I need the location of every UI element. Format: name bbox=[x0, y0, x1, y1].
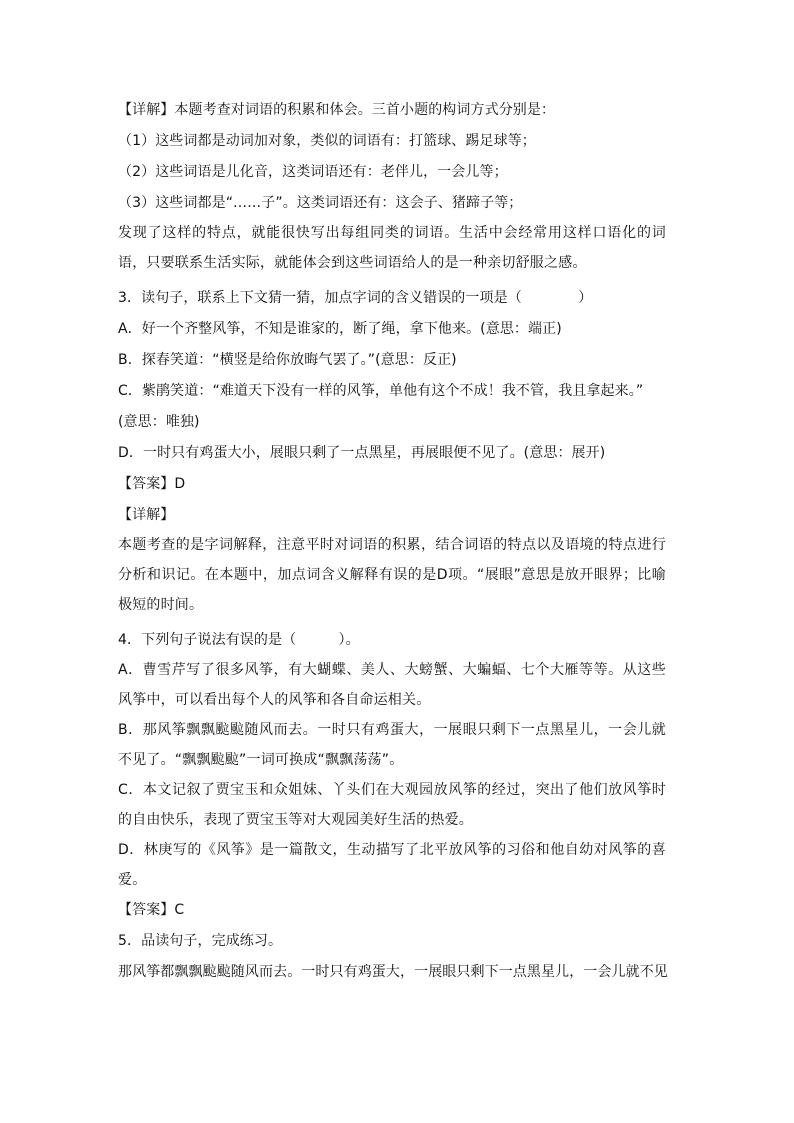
question-5-stem: 5．品读句子，完成练习。 bbox=[118, 933, 283, 949]
question-3-option-c-meaning: (意思：唯独) bbox=[118, 414, 200, 430]
explanation-item-2: （2）这些词语是儿化音，这类词语还有：老伴儿，一会儿等； bbox=[118, 164, 508, 180]
explanation-item-1: （1）这些词都是动词加对象，类似的词语有：打篮球、踢足球等； bbox=[118, 133, 536, 149]
explanation-item-3: （3）这些词都是“……子”。这类词语还有：这会子、猪蹄子等； bbox=[118, 195, 523, 211]
question-3-option-d: D．一时只有鸡蛋大小，展眼只剩了一点黑星，再展眼便不见了。(意思：展开) bbox=[118, 445, 606, 461]
question-3-option-a: A．好一个齐整风筝，不知是谁家的，断了绳，拿下他来。(意思：端正) bbox=[118, 321, 562, 337]
explanation-heading-line: 【详解】本题考查对词语的积累和体会。三首小题的构词方式分别是： bbox=[118, 102, 556, 118]
question-3-option-b: B．探春笑道：“横竖是给你放晦气罢了。”(意思：反正) bbox=[118, 352, 457, 368]
question-3-explanation: 本题考查的是字词解释，注意平时对词语的积累，结合词语的特点以及语境的特点进行分析和识记。在本题中，加点词含义解释有误的是D项。“展眼”意思是放开眼界；比喻极短的时间。 bbox=[118, 537, 666, 613]
question-4-option-c: C．本文记叙了贾宝玉和众姐妹、丫头们在大观园放风筝的经过，突出了他们放风筝时的自由快乐，表现了贾宝玉等对大观园美好生活的热爱。 bbox=[118, 782, 666, 828]
question-4-option-a: A．曹雪芹写了很多风筝，有大蝴蝶、美人、大螃蟹、大蝙蝠、七个大雁等等。从这些风筝中，可以看出每个人的风筝和各自命运相关。 bbox=[118, 662, 666, 708]
question-3-answer: 【答案】D bbox=[118, 476, 186, 492]
question-3-stem: 3．读句子，联系上下文猜一猜，加点字词的含义错误的一项是（ ） bbox=[118, 290, 593, 306]
explanation-summary: 发现了这样的特点，就能很快写出每组同类的词语。生活中会经常用这样口语化的词语，只要联系生活实际，就能体会到这些词语给人的是一种亲切舒服之感。 bbox=[118, 225, 666, 271]
question-5-passage: 那风筝都飘飘䬃䬃随风而去。一时只有鸡蛋大，一展眼只剩下一点黑星儿，一会儿就不见 bbox=[118, 964, 668, 980]
question-4-option-b: B．那风筝飘飘䬃䬃随风而去。一时只有鸡蛋大，一展眼只剩下一点黑星儿，一会儿就不见了。“飘飘䬃䬃”一词可换成“飘飘荡荡”。 bbox=[118, 722, 666, 768]
question-4-answer: 【答案】C bbox=[118, 902, 185, 918]
document-page bbox=[118, 100, 666, 993]
question-3-explanation-heading: 【详解】 bbox=[118, 507, 175, 523]
question-4-stem: 4．下列句子说法有误的是（ ）。 bbox=[118, 632, 360, 648]
question-3-option-c: C．紫鹃笑道：“难道天下没有一样的风筝，单他有这个不成！我不管，我且拿起来。” bbox=[118, 383, 644, 399]
question-4-option-d: D．林庚写的《风筝》是一篇散文，生动描写了北平放风筝的习俗和他自幼对风筝的喜爱。 bbox=[118, 842, 666, 888]
